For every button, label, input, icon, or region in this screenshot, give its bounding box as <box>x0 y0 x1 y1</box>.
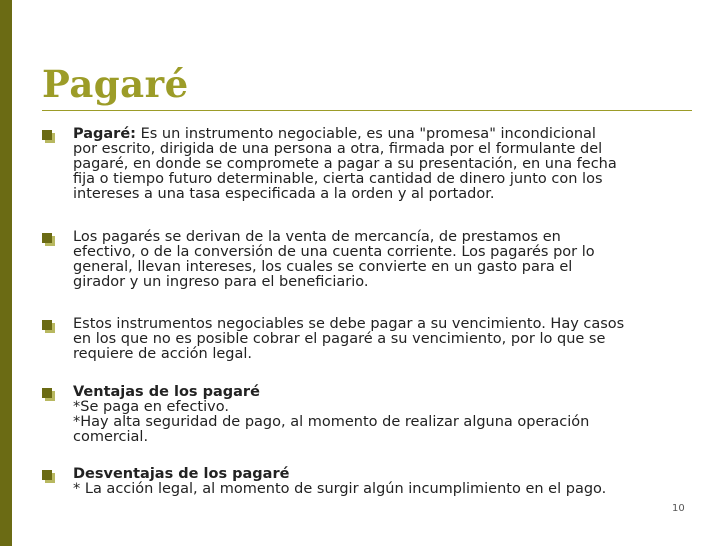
bullet-body: *Se paga en efectivo. *Hay alta seguridad de pago, al momento de realizar alguna operación comercial. <box>73 399 590 445</box>
square-bullet-icon <box>42 470 52 480</box>
slide-title: Pagaré <box>42 62 189 106</box>
bullet-body: * La acción legal, al momento de surgir algún incumplimiento en el pago. <box>73 481 607 497</box>
bullet-body: Es un instrumento negociable, es una "promesa" incondicional por escrito, dirigida de una persona a otra, firmada por el formulante del pagaré, en donde se compromete a pagar a su presentación, en una fecha fija o tiempo futuro determinable, cierta cantidad de dinero junto con los intereses a una tasa especificada a la orden y al portador. <box>73 126 617 202</box>
left-accent-bar <box>0 0 12 546</box>
bullet-text <box>73 385 703 445</box>
bullet-lead: Pagaré: <box>73 126 136 142</box>
bullet-text <box>73 230 703 290</box>
bullet-text <box>73 127 703 202</box>
title-divider <box>42 110 692 111</box>
bullet-body: Los pagarés se derivan de la venta de mercancía, de prestamos en efectivo, o de la conversión de una cuenta corriente. Los pagarés por lo general, llevan intereses, los cuales se convierte en un gasto para el girador y un ingreso para el beneficiario. <box>73 229 595 290</box>
square-bullet-icon <box>42 320 52 330</box>
bullet-text <box>73 317 703 362</box>
square-bullet-icon <box>42 388 52 398</box>
bullet-lead: Ventajas de los pagaré <box>73 384 260 400</box>
bullet-body: Estos instrumentos negociables se debe pagar a su vencimiento. Hay casos en los que no es posible cobrar el pagaré a su vencimiento, por lo que se requiere de acción legal. <box>73 316 625 362</box>
bullet-text <box>73 467 703 497</box>
square-bullet-icon <box>42 130 52 140</box>
page-number: 10 <box>672 503 685 514</box>
square-bullet-icon <box>42 233 52 243</box>
bullet-lead: Desventajas de los pagaré <box>73 466 290 482</box>
